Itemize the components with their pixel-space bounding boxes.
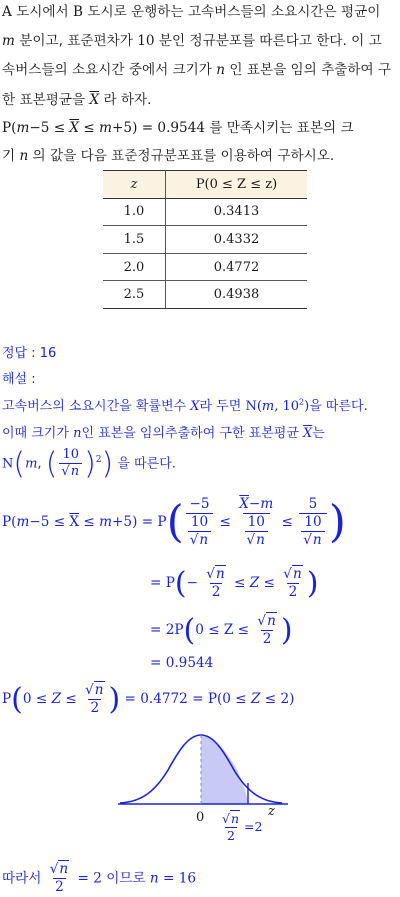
question-line-2: m 분이고, 표준편차가 10 분인 정규분포를 따른다고 한다. 이 고 xyxy=(2,33,382,49)
graph-sqrt-label: $\frac{√n}{2}$ =2 xyxy=(222,811,263,843)
table-cell: 2.0 xyxy=(103,253,166,281)
table-cell: 0.4772 xyxy=(166,253,308,281)
table-row xyxy=(103,281,307,309)
solution-line-3: N(m, ( $\frac{10}{√n}$ )$^2$) 을 따른다. xyxy=(2,446,176,482)
solution-line-1: 고속버스의 소요시간을 확률변수 X라 두면 N(m, $10^2$)을 따른다. xyxy=(2,397,368,414)
question-line-4: 한 표본평균을 $\overline{X}$ 라 하자. xyxy=(2,92,152,108)
answer-label: 정답 : 16 xyxy=(2,346,57,361)
derivation-line-1: $P(m-5 \le \overline{X} \le m+5) = P$( $\frac{-5}{\frac{10}{√n}}$ ≤ $\frac{\overline{X}-m}{\frac{10}{√n}}$ ≤ $\frac{5}{\frac{10}{√n}}$ ) xyxy=(2,496,346,548)
solution-label: 해설 : xyxy=(2,372,36,387)
question-line-3: 속버스들의 소요시간 중에서 크기가 n 인 표본을 임의 추출하여 구 xyxy=(2,62,392,78)
table-header-row xyxy=(103,171,307,199)
normal-curve-graph xyxy=(118,730,288,850)
table-cell: 0.3413 xyxy=(166,198,308,226)
table-header-z: z xyxy=(103,171,166,199)
final-line: 따라서 $\frac{√n}{2}$ = 2 이므로 n = 16 xyxy=(2,861,197,895)
table-row xyxy=(103,253,307,281)
question-line-5: $P(m-5 \le \overline{X} \le m+5) = 0.9544$ 를 만족시키는 표본의 크 xyxy=(2,120,354,136)
derivation-line-3: = 2P(0 ≤ Z ≤ $\frac{√n}{2}$ ) xyxy=(150,612,293,648)
graph-zero-label: 0 xyxy=(196,810,205,825)
shaded-area xyxy=(201,735,248,804)
table-row xyxy=(103,198,307,226)
graph-z-label: z xyxy=(268,804,275,819)
table-row xyxy=(103,226,307,254)
table-cell: 0.4938 xyxy=(166,281,308,309)
derivation-line-2: = P(− $\frac{√n}{2}$ ≤ Z ≤ $\frac{√n}{2}$ ) xyxy=(150,565,319,601)
derivation-line-4: P(0 ≤ Z ≤ $\frac{√n}{2}$ ) = 0.4772 = P(0 ≤ Z ≤ 2) xyxy=(2,681,295,717)
table-header-prob: P(0 ≤ Z ≤ z) xyxy=(166,171,308,199)
standard-normal-table xyxy=(103,170,307,309)
derivation-result: = 0.9544 xyxy=(150,655,214,671)
table-cell: 1.0 xyxy=(103,198,166,226)
table-cell: 2.5 xyxy=(103,281,166,309)
solution-line-2: 이때 크기가 n인 표본을 임의추출하여 구한 표본평균 $\overline{X}$는 xyxy=(2,426,325,441)
question-line-1: A 도시에서 B 도시로 운행하는 고속버스들의 소요시간은 평균이 xyxy=(2,4,381,20)
question-line-6: 기 n 의 값을 다음 표준정규분포표를 이용하여 구하시오. xyxy=(2,148,335,164)
table-cell: 0.4332 xyxy=(166,226,308,254)
table-cell: 1.5 xyxy=(103,226,166,254)
